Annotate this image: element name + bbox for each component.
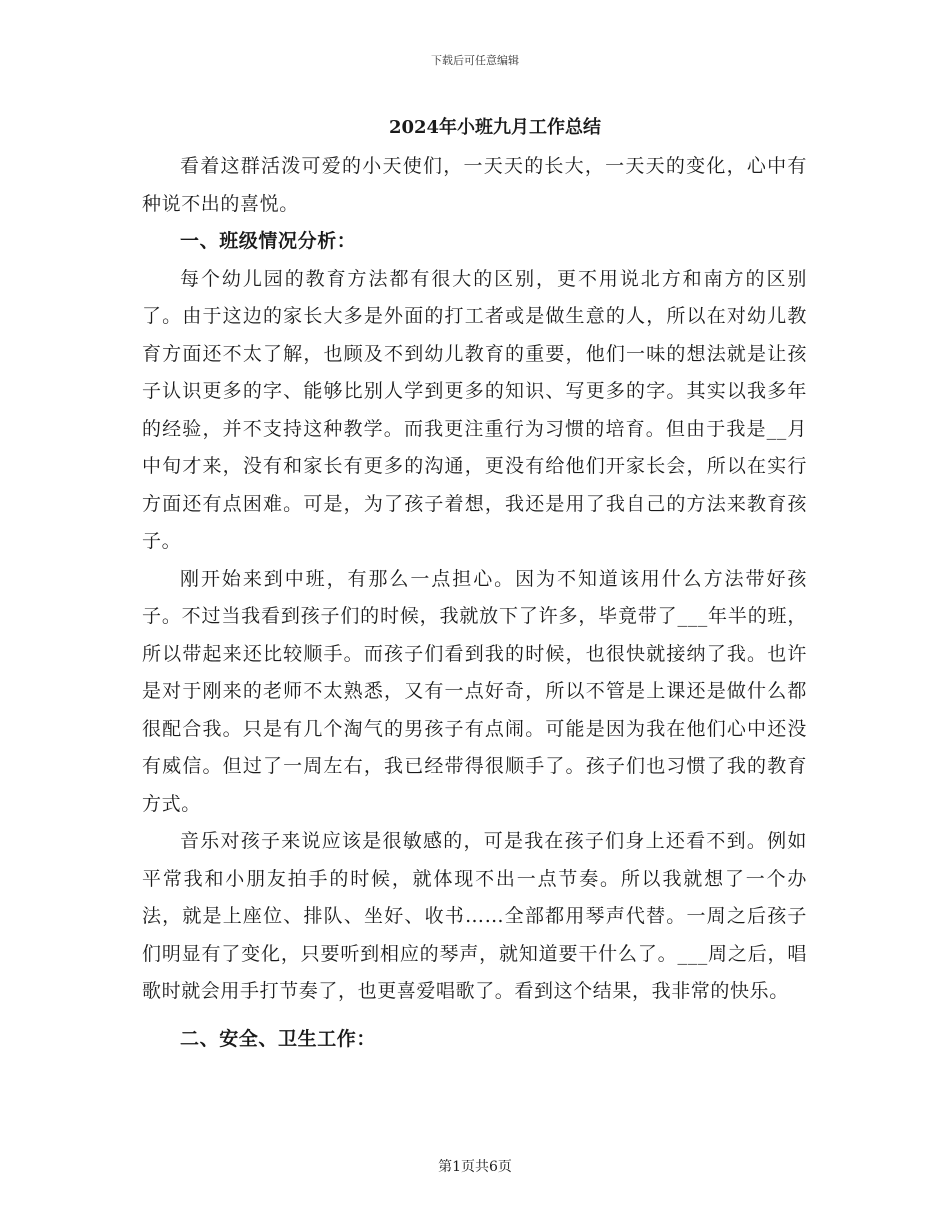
document-title: 2024年小班九月工作总结: [388, 117, 602, 138]
section-heading-safety-hygiene: 二、安全、卫生工作：: [180, 1027, 377, 1050]
intro-paragraph: 看着这群活泼可爱的小天使们，一天天的长大，一天天的变化，心中有种说不出的喜悦。: [142, 155, 807, 215]
paragraph-teaching-methods: 每个幼儿园的教育方法都有很大的区别，更不用说北方和南方的区别了。由于这边的家长大多是外面的打工者或是做生意的人，所以在对幼儿教育方面还不太了解，也顾及不到幼儿教育的重要，他们一味的想法就是让孩子认识更多的字、能够比别人学到更多的知识、写更多的字。其实以我多年的经验，并不支持这种教学。而我更注重行为习惯的培育。但由于我是__月中旬才来，没有和家长有更多的沟通，更没有给他们开家长会，所以在实行方面还有点困难。可是，为了孩子着想，我还是用了我自己的方法来教育孩子。: [142, 267, 807, 552]
document-body: [142, 148, 807, 1058]
paragraph-music: 音乐对孩子来说应该是很敏感的，可是我在孩子们身上还看不到。例如平常我和小朋友拍手的时候，就体现不出一点节奏。所以我就想了一个办法，就是上座位、排队、坐好、收书……全部都用琴声代替。一周之后孩子们明显有了变化，只要听到相应的琴声，就知道要干什么了。___周之后，唱歌时就会用手打节奏了，也更喜爱唱歌了。看到这个结果，我非常的快乐。: [142, 830, 807, 1002]
page-number: 第1页共6页: [438, 1159, 512, 1175]
header-note: 下载后可任意编辑: [431, 54, 519, 67]
section-heading-class-analysis: 一、班级情况分析：: [180, 230, 357, 252]
paragraph-first-arrival: 刚开始来到中班，有那么一点担心。因为不知道该用什么方法带好孩子。不过当我看到孩子们的时候，我就放下了许多，毕竟带了___年半的班，所以带起来还比较顺手。而孩子们看到我的时候，也很快就接纳了我。也许是对于刚来的老师不太熟悉，又有一点好奇，所以不管是上课还是做什么都很配合我。只是有几个淘气的男孩子有点闹。可能是因为我在他们心中还没有威信。但过了一周左右，我已经带得很顺手了。孩子们也习惯了我的教育方式。: [142, 567, 807, 815]
